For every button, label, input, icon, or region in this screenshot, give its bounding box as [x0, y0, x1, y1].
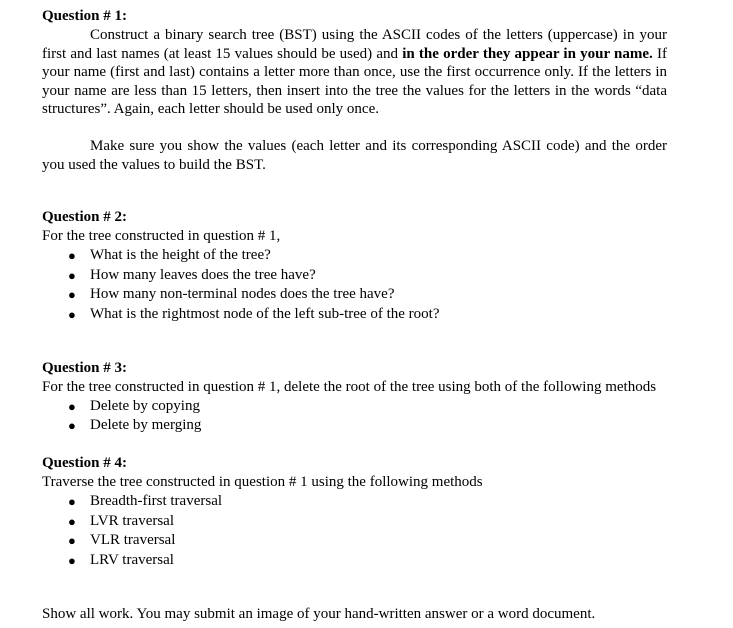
- q4-item-text: Breadth-first traversal: [90, 492, 223, 509]
- q3-intro: For the tree constructed in question # 1, delete the root of the tree using both of the following methods: [42, 378, 657, 395]
- footer-note: Show all work. You may submit an image of your hand-written answer or a word document.: [42, 605, 596, 622]
- q4-list-item: [42, 512, 667, 532]
- q3-heading: Question # 3:: [42, 359, 128, 376]
- q4-item-text: LRV traversal: [90, 552, 174, 569]
- q2-list-item: [42, 266, 667, 286]
- q2-item-text: What is the height of the tree?: [90, 246, 271, 263]
- q3-item-text: Delete by merging: [90, 417, 202, 434]
- q3-list-item: [42, 397, 667, 417]
- bullet-icon: ●: [68, 553, 76, 569]
- bullet-icon: ●: [68, 398, 76, 414]
- q4-item-text: LVR traversal: [90, 512, 175, 529]
- q2-list-item: [42, 305, 667, 325]
- q2-item-text: How many non-terminal nodes does the tree have?: [90, 286, 395, 303]
- q4-item-text: VLR traversal: [90, 532, 176, 549]
- document-page: [42, 7, 667, 624]
- q1-heading: Question # 1:: [42, 8, 128, 24]
- q4-list-item: [42, 551, 667, 571]
- q2-list: [42, 246, 667, 325]
- q1-paragraph-2: Make sure you show the values (each letter and its corresponding ASCII code) and the order you used the values to build the BST.: [42, 137, 667, 173]
- q2-list-item: [42, 246, 667, 266]
- q4-list-item: [42, 492, 667, 512]
- q1-para1-bold: in the order they appear in your name.: [402, 45, 653, 62]
- bullet-icon: ●: [68, 493, 76, 509]
- q4-list-item: [42, 531, 667, 551]
- bullet-icon: ●: [68, 307, 76, 323]
- q4-intro: Traverse the tree constructed in question # 1 using the following methods: [42, 474, 483, 491]
- q2-heading: Question # 2:: [42, 209, 128, 226]
- q1-para1-text-b: If your name (first and last) contains a letter more than once, use the first occurrence only. If the letters in your name are less than 15 letters, then insert into the tree the values for the letters in the words “data structures”. Again, each letter should be used only once.: [42, 45, 667, 118]
- q3-item-text: Delete by copying: [90, 397, 200, 414]
- bullet-icon: ●: [68, 267, 76, 283]
- bullet-icon: ●: [68, 533, 76, 549]
- q4-heading: Question # 4:: [42, 455, 128, 472]
- q4-list: [42, 492, 667, 571]
- bullet-icon: ●: [68, 418, 76, 434]
- bullet-icon: ●: [68, 513, 76, 529]
- q2-intro: For the tree constructed in question # 1,: [42, 228, 281, 245]
- bullet-icon: ●: [68, 247, 76, 263]
- q2-item-text: What is the rightmost node of the left sub-tree of the root?: [90, 306, 440, 323]
- q1-paragraph-1: [42, 26, 667, 119]
- q2-item-text: How many leaves does the tree have?: [90, 266, 316, 283]
- q1-para1-text-a: Construct a binary search tree (BST) using the ASCII codes of the letters (uppercase) in your first and last names (at least 15 values should be used) and: [42, 27, 667, 62]
- q3-list-item: [42, 416, 667, 436]
- q3-list: [42, 397, 667, 437]
- bullet-icon: ●: [68, 287, 76, 303]
- q2-list-item: [42, 285, 667, 305]
